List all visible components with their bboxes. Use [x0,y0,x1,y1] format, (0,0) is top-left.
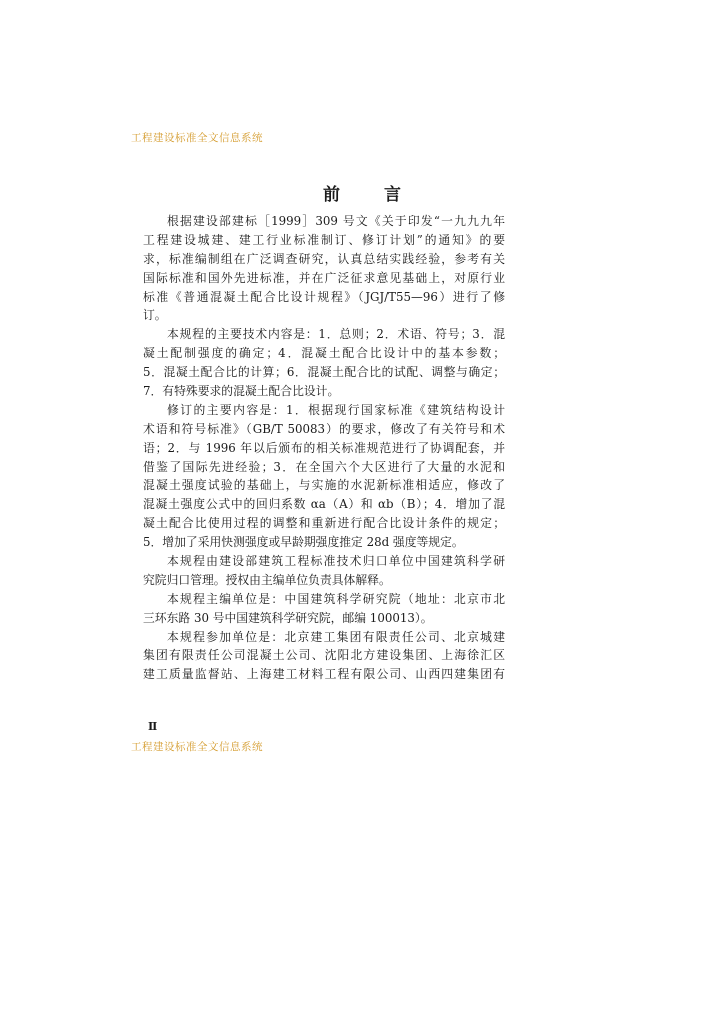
text-line: 本规程主编单位是：中国建筑科学研究院（地址：北京市北 [167,591,505,606]
text-line: 国际标准和国外先进标准，并在广泛征求意见基础上，对原行业 [143,270,505,285]
body-text [143,212,505,684]
text-line: 标准《普通混凝土配合比设计规程》（JGJ/T55—96）进行了修 [143,289,505,304]
text-line: 借鉴了国际先进经验；3．在全国六个大区进行了大量的水泥和 [143,459,505,474]
text-line: 建工质量监督站、上海建工材料工程有限公司、山西四建集团有 [143,667,505,682]
page-title: 前言 [323,185,445,205]
text-line: 集团有限责任公司混凝土公司、沈阳北方建设集团、上海徐汇区 [143,648,505,663]
text-line: 5．增加了采用快测强度或早龄期强度推定 28d 强度等规定。 [143,535,464,550]
text-line: 5．混凝土配合比的计算；6．混凝土配合比的试配、调整与确定； [143,365,505,380]
text-line: 7．有特殊要求的混凝土配合比设计。 [143,384,340,399]
text-line: 混凝土强度试验的基础上，与实施的水泥新标准相适应，修改了 [143,478,505,493]
text-line: 修订的主要内容是：1．根据现行国家标准《建筑结构设计 [167,402,505,417]
text-line: 混凝土强度公式中的回归系数 αa（A）和 αb（B）；4．增加了混 [143,497,505,512]
text-line: 凝土配制强度的确定；4．混凝土配合比设计中的基本参数； [143,346,505,361]
watermark-top: 工程建设标准全文信息系统 [131,132,263,144]
watermark-bottom: 工程建设标准全文信息系统 [131,741,263,753]
text-line: 求，标准编制组在广泛调查研究，认真总结实践经验，参考有关 [143,251,505,266]
text-line: 术语和符号标准》（GB/T 50083）的要求，修改了有关符号和术 [143,421,505,436]
text-line: 究院归口管理。授权由主编单位负责具体解释。 [143,572,391,587]
text-line: 本规程的主要技术内容是：1．总则；2．术语、符号；3．混 [167,327,505,342]
text-line: 凝土配合比使用过程的调整和重新进行配合比设计条件的规定； [143,516,505,531]
text-line: 语；2．与 1996 年以后颁布的相关标准规范进行了协调配套，并 [143,440,505,455]
text-line: 三环东路 30 号中国建筑科学研究院，邮编 100013）。 [143,610,433,625]
text-line: 订。 [143,308,167,323]
page-number: Ⅱ [148,720,157,733]
text-line: 本规程参加单位是：北京建工集团有限责任公司、北京城建 [167,629,505,644]
text-line: 根据建设部建标［1999］309 号文《关于印发“一九九九年 [167,214,505,228]
text-line: 工程建设城建、建工行业标准制订、修订计划”的通知》的要 [143,232,505,247]
text-line: 本规程由建设部建筑工程标准技术归口单位中国建筑科学研 [167,554,505,569]
